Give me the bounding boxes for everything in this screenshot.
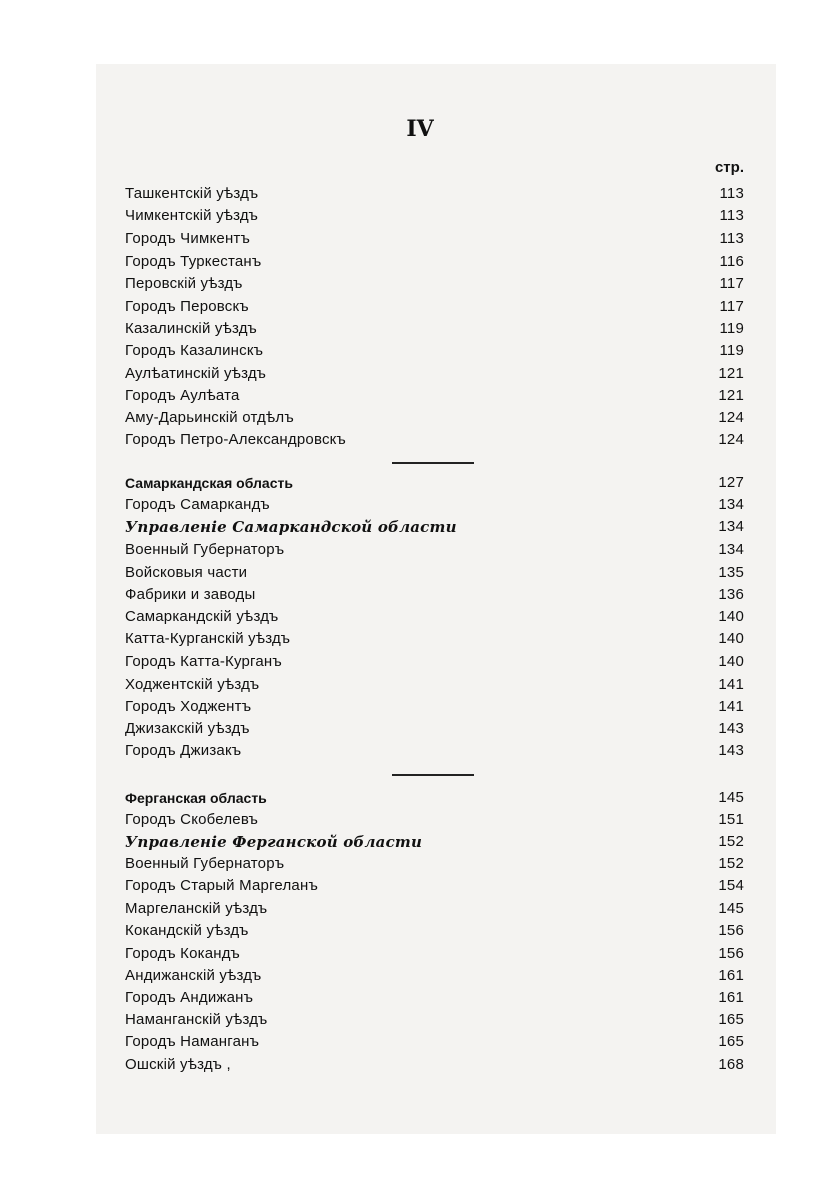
toc-entry-title: Войсковыя части (125, 564, 248, 581)
toc-entry-page: 140 (718, 653, 744, 670)
toc-entry-page: 124 (718, 431, 744, 448)
toc-entry-page: 113 (719, 230, 744, 247)
toc-entry-title: Ходжентскій уѣздъ (125, 676, 260, 693)
page-number: IV (406, 116, 434, 142)
toc-entry-title: Самаркандскій уѣздъ (125, 608, 279, 625)
toc-entry-page: 135 (718, 564, 744, 581)
toc-entry-page: 152 (718, 855, 744, 872)
toc-entry-page: 143 (718, 742, 744, 759)
toc-entry-page: 154 (718, 877, 744, 894)
toc-section-heading (125, 472, 744, 494)
toc-entry (125, 584, 744, 606)
toc-entry-title: Военный Губернаторъ (125, 855, 285, 872)
toc-entry (125, 340, 744, 362)
toc-entry-page: 168 (718, 1056, 744, 1073)
toc-entry-title: Казалинскій уѣздъ (125, 320, 257, 337)
toc-entry-title: Ошскій уѣздъ , (125, 1056, 231, 1073)
toc-entry (125, 718, 744, 740)
toc-entry-page: 156 (718, 922, 744, 939)
toc-entry-title: Городъ Перовскъ (125, 298, 249, 315)
toc-entry-page: 117 (719, 275, 744, 292)
toc-entry (125, 943, 744, 965)
toc-entry (125, 696, 744, 718)
toc-entry-title: Городъ Андижанъ (125, 989, 254, 1006)
toc-section-heading (125, 787, 744, 809)
toc-entry (125, 628, 744, 650)
toc-entry-title: Фабрики и заводы (125, 586, 256, 603)
toc-entry-title: Городъ Казалинскъ (125, 342, 264, 359)
toc-entry-page: 161 (718, 989, 744, 1006)
toc-entry (125, 407, 744, 429)
toc-entry-page: 121 (718, 365, 744, 382)
toc-entry-page: 152 (718, 833, 744, 850)
toc-entry-page: 141 (718, 698, 744, 715)
section-divider (392, 462, 474, 464)
toc-entry (125, 385, 744, 407)
toc-entry-page: 141 (718, 676, 744, 693)
toc-entry-title: Ферганская область (125, 790, 267, 806)
toc-entry-page: 119 (719, 320, 744, 337)
toc-entry-page: 161 (718, 967, 744, 984)
toc-entry (125, 920, 744, 942)
toc-entry-page: 165 (718, 1033, 744, 1050)
toc-entry-title: Джизакскій уѣздъ (125, 720, 250, 737)
toc-entry-page: 136 (718, 586, 744, 603)
toc-entry-page: 117 (719, 298, 744, 315)
toc-entry (125, 183, 744, 205)
toc-entry-page: 140 (718, 608, 744, 625)
toc-entry-page: 156 (718, 945, 744, 962)
toc-entry (125, 740, 744, 762)
toc-entry-title: Катта-Курганскій уѣздъ (125, 630, 291, 647)
toc-entry-title: Управленіе Самаркандской области (125, 518, 457, 536)
toc-entry-title: Андижанскій уѣздъ (125, 967, 262, 984)
toc-entry-title: Городъ Чимкентъ (125, 230, 251, 247)
toc-entry (125, 251, 744, 273)
toc-entry (125, 228, 744, 250)
toc-entry-page: 119 (719, 342, 744, 359)
toc-entry-title: Военный Губернаторъ (125, 541, 285, 558)
toc-entry (125, 875, 744, 897)
toc-entry (125, 651, 744, 673)
toc-entry (125, 562, 744, 584)
toc-entry-page: 121 (718, 387, 744, 404)
toc-entry-title: Аулѣатинскій уѣздъ (125, 365, 267, 382)
toc-entry (125, 273, 744, 295)
toc-entry-title: Кокандскій уѣздъ (125, 922, 249, 939)
toc-entry-title: Наманганскій уѣздъ (125, 1011, 268, 1028)
toc-entry-page: 140 (718, 630, 744, 647)
toc-entry (125, 539, 744, 561)
toc-entry (125, 516, 744, 538)
toc-entry (125, 1054, 744, 1076)
toc-entry-title: Перовскій уѣздъ (125, 275, 243, 292)
toc-entry-page: 134 (718, 541, 744, 558)
toc-entry-page: 124 (718, 409, 744, 426)
toc-entry (125, 674, 744, 696)
toc-entry (125, 1009, 744, 1031)
toc-entry (125, 205, 744, 227)
page-column-header: стр. (714, 159, 744, 176)
toc-entry-page: 134 (718, 518, 744, 535)
toc-entry (125, 606, 744, 628)
toc-entry-title: Городъ Кокандъ (125, 945, 240, 962)
toc-entry-title: Ташкентскій уѣздъ (125, 185, 259, 202)
toc-entry (125, 831, 744, 853)
toc-entry (125, 296, 744, 318)
toc-entry-page: 113 (719, 185, 744, 202)
toc-entry-page: 143 (718, 720, 744, 737)
toc-entry-title: Маргеланскій уѣздъ (125, 900, 268, 917)
toc-entry-page: 145 (718, 789, 744, 806)
toc-entry-title: Чимкентскій уѣздъ (125, 207, 259, 224)
toc-entry-title: Аму-Дарьинскій отдѣлъ (125, 409, 294, 426)
toc-entry-title: Городъ Самаркандъ (125, 496, 270, 513)
toc-entry-title: Самаркандская область (125, 475, 293, 491)
toc-entry-title: Городъ Петро-Александровскъ (125, 431, 346, 448)
toc-entry-page: 113 (719, 207, 744, 224)
toc-entry-page: 116 (719, 253, 744, 270)
toc-entry (125, 494, 744, 516)
toc-entry-title: Городъ Ходжентъ (125, 698, 252, 715)
toc-entry (125, 363, 744, 385)
toc-entry-title: Городъ Аулѣата (125, 387, 240, 404)
toc-entry (125, 965, 744, 987)
toc-entry-title: Городъ Катта-Курганъ (125, 653, 282, 670)
toc-entry-title: Городъ Туркестанъ (125, 253, 262, 270)
toc-entry-title: Городъ Скобелевъ (125, 811, 259, 828)
toc-entry-title: Городъ Джизакъ (125, 742, 242, 759)
toc-entry-page: 134 (718, 496, 744, 513)
toc-entry-page: 165 (718, 1011, 744, 1028)
toc-entry-title: Городъ Наманганъ (125, 1033, 260, 1050)
toc-entry-page: 151 (718, 811, 744, 828)
toc-entry-title: Управленіе Ферганской области (125, 833, 423, 851)
toc-entry-page: 145 (718, 900, 744, 917)
toc-entry (125, 809, 744, 831)
toc-entry (125, 853, 744, 875)
toc-entry-title: Городъ Старый Маргеланъ (125, 877, 319, 894)
toc-entry (125, 1031, 744, 1053)
toc-entry (125, 429, 744, 451)
toc-entry (125, 987, 744, 1009)
toc-entry (125, 318, 744, 340)
toc-entry-page: 127 (718, 474, 744, 491)
toc-entry (125, 898, 744, 920)
section-divider (392, 774, 474, 776)
